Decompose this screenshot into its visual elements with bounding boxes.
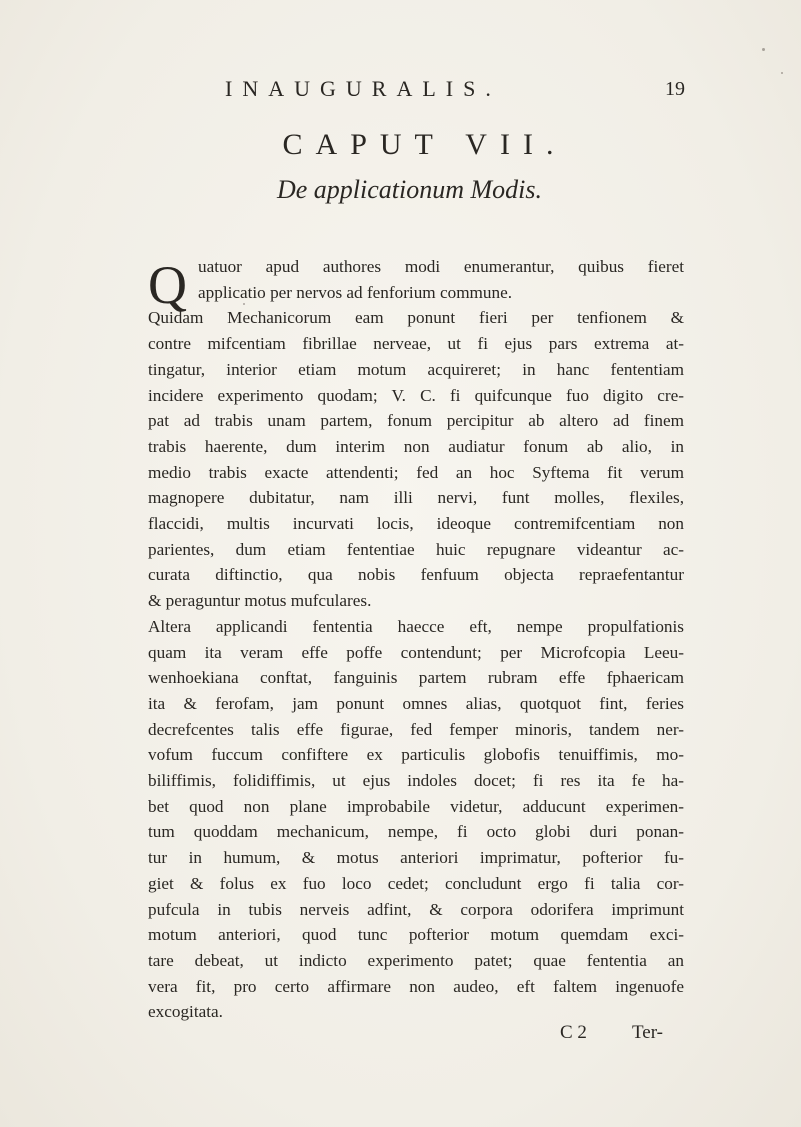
text-line: applicatio per nervos ad fenforium commune. <box>198 282 513 302</box>
text-line: Quidam Mechanicorum eam ponunt fieri per tenfionem & <box>148 308 684 328</box>
text-line: flaccidi, multis incurvati locis, ideoque contremifcentiam non <box>148 514 684 534</box>
catchword: Ter- <box>632 1022 663 1043</box>
drop-capital: Q <box>148 255 187 315</box>
body-text <box>148 254 684 1025</box>
text-line: parientes, dum etiam fententiae huic repugnare videantur ac- <box>148 539 684 559</box>
page-number: 19 <box>665 78 685 100</box>
text-line: Altera applicandi fententia haecce eft, nempe propulfationis <box>148 616 684 636</box>
page-footer <box>560 1022 720 1052</box>
text-line: quam ita veram effe poffe contendunt; per Microfcopia Leeu- <box>148 642 684 662</box>
text-line: bet quod non plane improbabile videtur, adducunt experimen- <box>148 796 684 816</box>
signature-mark: C 2 <box>560 1022 587 1043</box>
text-line: decrefcentes talis effe figurae, fed femper minoris, tandem ner- <box>148 719 684 739</box>
text-line: ita & ferofam, jam ponunt omnes alias, quotquot fint, feries <box>148 693 684 713</box>
text-line: tingatur, interior etiam motum acquireret; in hanc fententiam <box>148 359 684 379</box>
chapter-subtitle: De applicationum Modis. <box>276 175 543 204</box>
text-line: trabis haerente, dum interim non audiatur fonum ab alio, in <box>148 436 684 456</box>
paper-speck <box>762 48 765 51</box>
text-line: vofum fuccum confiftere ex particulis globofis tenuiffimis, mo- <box>148 745 684 765</box>
paper-speck <box>243 303 245 305</box>
text-line: medio trabis exacte attendenti; fed an hoc Syftema fit verum <box>148 462 684 482</box>
text-line: pat ad trabis unam partem, fonum percipitur ab altero ad finem <box>148 411 684 431</box>
text-line: giet & folus ex fuo loco cedet; concludunt ergo fi talia cor- <box>148 873 684 893</box>
text-line: curata diftinctio, qua nobis fenfuum objecta repraefentantur <box>148 565 684 585</box>
text-line: motum anteriori, quod tunc pofterior motum quemdam exci- <box>148 925 684 945</box>
text-line: uatuor apud authores modi enumerantur, quibus fieret <box>198 257 684 276</box>
text-line: incidere experimento quodam; V. C. fi quifcunque fuo digito cre- <box>148 385 684 405</box>
chapter-heading: CAPUT VII. <box>282 128 567 161</box>
text-line: excogitata. <box>148 1002 223 1022</box>
text-line: magnopere dubitatur, nam illi nervi, funt molles, flexiles, <box>148 488 684 508</box>
opening-lines <box>148 254 684 315</box>
text-line: wenhoekiana conftat, fanguinis partem rubram effe fphaericam <box>148 668 684 688</box>
text-line: pufcula in tubis nerveis adfint, & corpora odorifera imprimunt <box>148 899 684 919</box>
running-header <box>225 70 685 110</box>
running-title: INAUGURALIS. <box>225 76 501 101</box>
text-line: tur in humum, & motus anteriori imprimatur, pofterior fu- <box>148 848 684 868</box>
text-line: tum quoddam mechanicum, nempe, fi octo globi duri ponan- <box>148 822 684 842</box>
text-line: contre mifcentiam fibrillae nerveae, ut fi ejus pars extrema at- <box>148 334 684 354</box>
text-line: vera fit, pro certo affirmare non audeo, eft faltem ingenuofe <box>148 976 684 996</box>
text-line: tare debeat, ut indicto experimento patet; quae fententia an <box>148 950 684 970</box>
text-line: & peraguntur motus mufculares. <box>148 591 372 611</box>
text-line: biliffimis, folidiffimis, ut ejus indoles docet; fi res ita fe ha- <box>148 771 684 791</box>
paper-speck <box>781 72 783 74</box>
